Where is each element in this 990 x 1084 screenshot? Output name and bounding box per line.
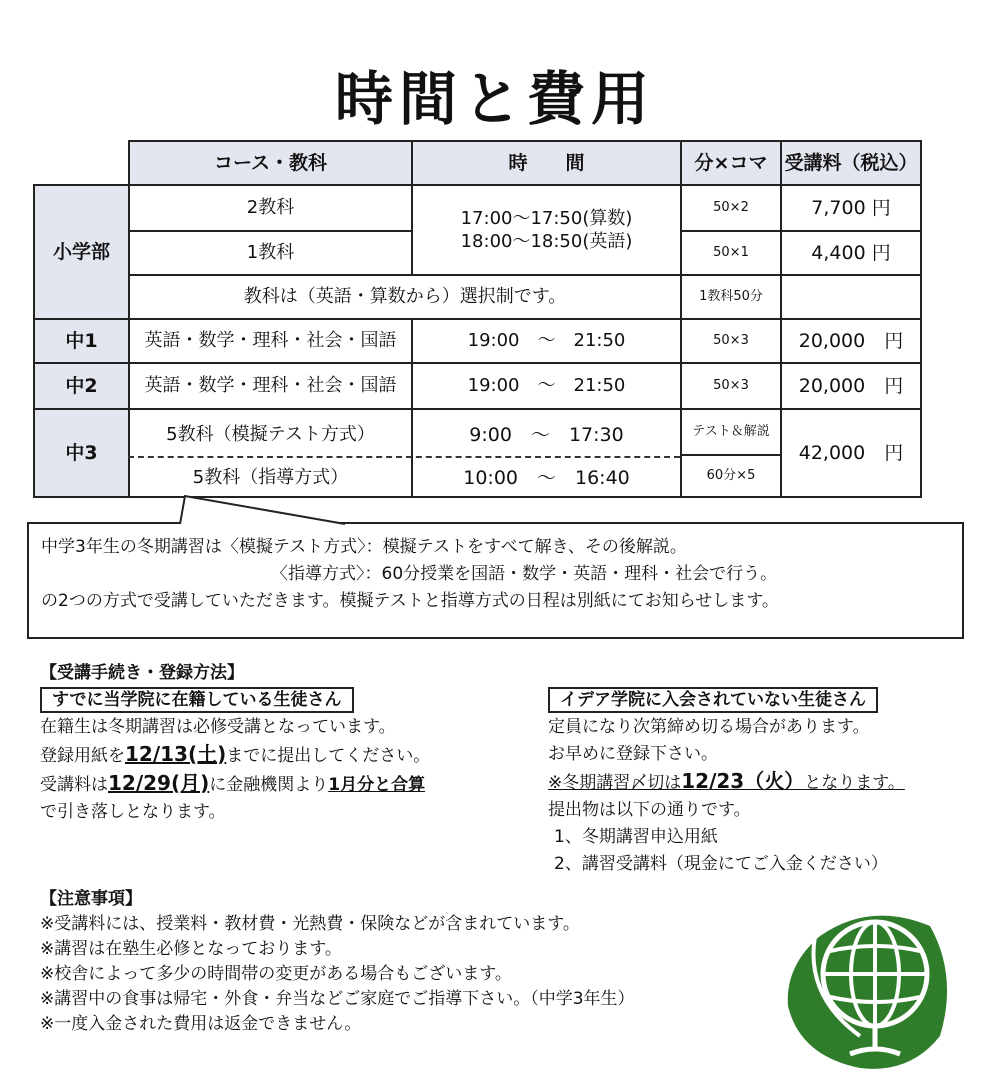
elem-note-units: 1教科50分 xyxy=(680,274,782,320)
new-deadline: 12/23（火） xyxy=(681,769,805,793)
elem-fee-1: 4,400 円 xyxy=(780,230,922,276)
enrolled-line2: 登録用紙を12/13(土)までに提出してください。 xyxy=(40,742,431,766)
notes-heading: 【注意事項】 xyxy=(40,889,142,909)
callout-line1: 中学3年生の冬期講習は〈模擬テスト方式〉：模擬テストをすべて解き、その後解説。 xyxy=(41,537,687,557)
elem-fee-2: 7,700 円 xyxy=(780,184,922,232)
chu1-course: 英語・数学・理科・社会・国語 xyxy=(128,318,413,364)
note-item: ※校舎によって多少の時間帯の変更がある場合もございます。 xyxy=(40,964,512,984)
chu2-units: 50×3 xyxy=(680,362,782,410)
new-section xyxy=(548,687,968,878)
header-course: コース・教科 xyxy=(128,140,413,186)
callout-line2: 〈指導方式〉：60分授業を国語・数学・英語・理科・社会で行う。 xyxy=(271,564,778,584)
chu3-units2: 60分×5 xyxy=(680,454,782,498)
enrolled-section xyxy=(40,660,520,826)
label-chu1: 中1 xyxy=(33,318,130,364)
label-chu3: 中3 xyxy=(33,408,130,498)
chu1-fee: 20,000 円 xyxy=(780,318,922,364)
elem-course-1: 1教科 xyxy=(128,230,413,276)
globe-icon xyxy=(780,896,960,1076)
header-time: 時 間 xyxy=(411,140,682,186)
chu1-units: 50×3 xyxy=(680,318,782,364)
note-item: ※一度入金された費用は返金できません。 xyxy=(40,1014,362,1034)
enrolled-title: すでに当学院に在籍している生徒さん xyxy=(40,687,354,713)
header-units: 分×コマ xyxy=(680,140,782,186)
register-deadline: 12/13(土) xyxy=(125,742,227,766)
elem-course-2: 2教科 xyxy=(128,184,413,232)
elem-note: 教科は（英語・算数から）選択制です。 xyxy=(128,274,682,320)
elem-units-1: 50×1 xyxy=(680,230,782,276)
callout-box xyxy=(27,522,964,639)
new-line1: 定員になり次第締め切る場合があります。 xyxy=(548,717,870,737)
procedure-heading: 【受講手続き・登録方法】 xyxy=(40,663,244,683)
elem-time xyxy=(411,184,682,276)
debit-date: 12/29(月) xyxy=(108,771,210,795)
chu3-time1: 9:00 ～ 17:30 xyxy=(469,423,624,446)
chu3-course1: 5教科（模擬テスト方式） xyxy=(166,424,375,445)
enrolled-line3: 受講料は12/29(月)に金融機関より1月分と合算 xyxy=(40,771,426,795)
note-item: ※受講料には、授業料・教材費・光熱費・保険などが含まれています。 xyxy=(40,914,580,934)
chu3-course2: 5教科（指導方式） xyxy=(192,467,349,488)
enrolled-line4: で引き落しとなります。 xyxy=(40,802,226,822)
chu1-time: 19:00 ～ 21:50 xyxy=(411,318,682,364)
note-item: ※講習中の食事は帰宅・外食・弁当などご家庭でご指導下さい。（中学3年生） xyxy=(40,989,635,1009)
new-title: イデア学院に入会されていない生徒さん xyxy=(548,687,878,713)
enrolled-line1: 在籍生は冬期講習は必修受講となっています。 xyxy=(40,717,396,737)
callout-line3: の2つの方式で受講していただきます。模擬テストと指導方式の日程は別紙にてお知らせします。 xyxy=(41,591,779,611)
elem-note-fee xyxy=(780,274,922,320)
elem-time-line2: 18:00～18:50(英語) xyxy=(460,231,633,252)
chu3-time2: 10:00 ～ 16:40 xyxy=(463,466,630,489)
chu3-fee: 42,000 円 xyxy=(780,408,922,498)
page-title: 時間と費用 xyxy=(334,65,655,133)
chu3-units1: テスト＆解説 xyxy=(680,408,782,456)
label-elementary: 小学部 xyxy=(33,184,130,320)
elem-units-2: 50×2 xyxy=(680,184,782,232)
new-line5: 1、冬期講習申込用紙 xyxy=(554,827,718,847)
chu2-course: 英語・数学・理科・社会・国語 xyxy=(128,362,413,410)
label-chu2: 中2 xyxy=(33,362,130,410)
new-line6: 2、講習受講料（現金にてご入金ください） xyxy=(554,854,888,874)
notes-section xyxy=(40,887,780,1037)
new-line4: 提出物は以下の通りです。 xyxy=(548,800,751,820)
header-fee: 受講料（税込） xyxy=(780,140,922,186)
callout-tail xyxy=(160,494,360,526)
chu2-fee: 20,000 円 xyxy=(780,362,922,410)
new-line3: ※冬期講習〆切は12/23（火）となります。 xyxy=(548,769,905,793)
new-line2: お早めに登録下さい。 xyxy=(548,744,718,764)
note-item: ※講習は在塾生必修となっております。 xyxy=(40,939,342,959)
chu2-time: 19:00 ～ 21:50 xyxy=(411,362,682,410)
combined-debit: 1月分と合算 xyxy=(328,775,426,795)
elem-time-line1: 17:00～17:50(算数) xyxy=(460,207,633,229)
